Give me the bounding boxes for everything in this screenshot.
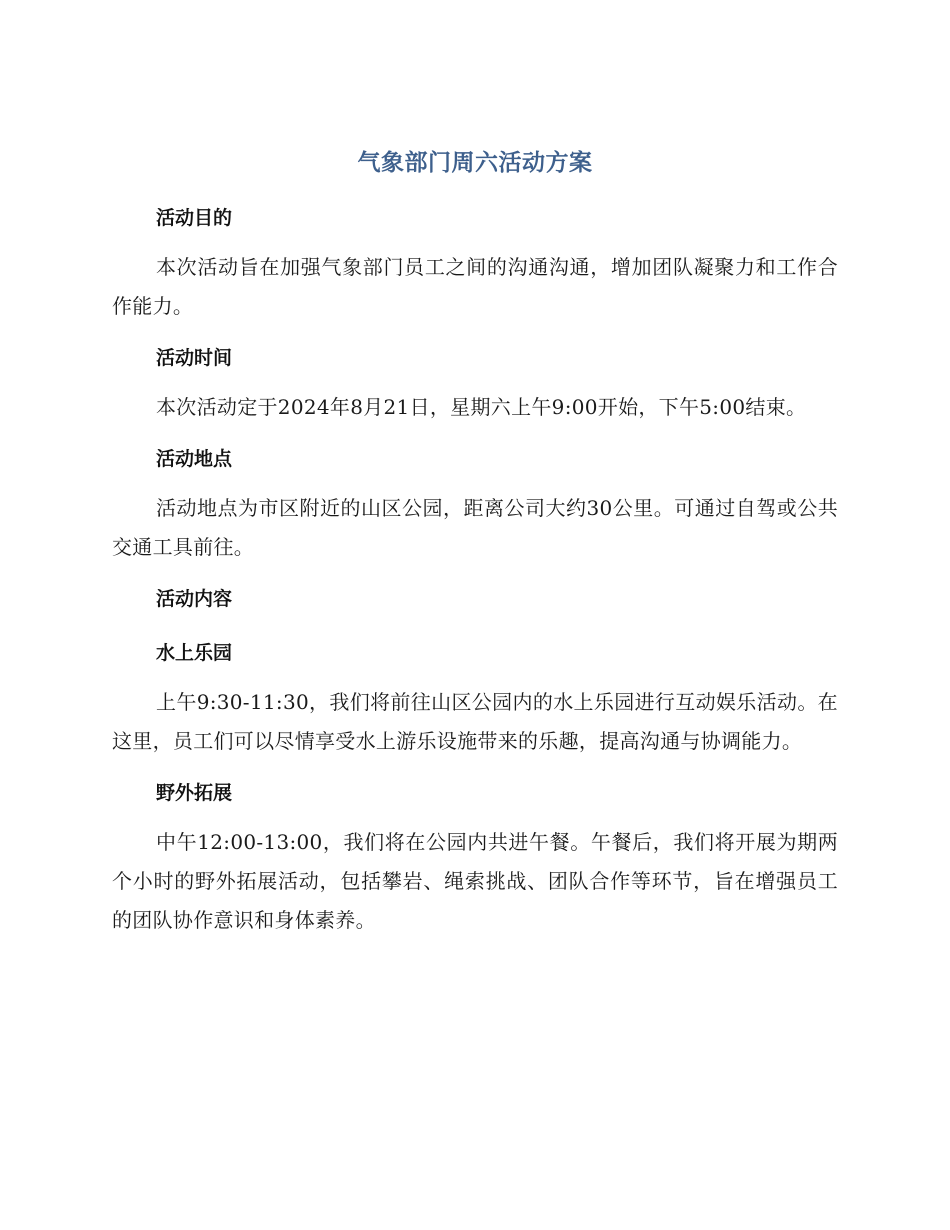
section-paragraph-water-park: 上午9:30-11:30，我们将前往山区公园内的水上乐园进行互动娱乐活动。在这里，员工们可以尽情享受水上游乐设施带来的乐趣，提高沟通与协调能力。 <box>112 690 838 753</box>
section-paragraph-outdoor-expansion: 中午12:00-13:00，我们将在公园内共进午餐。午餐后，我们将开展为期两个小时的野外拓展活动，包括攀岩、绳索挑战、团队合作等环节，旨在增强员工的团队协作意识和身体素养。 <box>112 830 838 932</box>
document-title: 气象部门周六活动方案 <box>357 150 593 176</box>
section-heading-outdoor-expansion: 野外拓展 <box>156 782 233 804</box>
section-heading-water-park: 水上乐园 <box>156 642 233 664</box>
section-paragraph-location: 活动地点为市区附近的山区公园，距离公司大约30公里。可通过自驾或公共交通工具前往。 <box>112 496 838 559</box>
section-heading-location: 活动地点 <box>156 448 233 470</box>
section-paragraph-purpose: 本次活动旨在加强气象部门员工之间的沟通沟通，增加团队凝聚力和工作合作能力。 <box>112 255 838 318</box>
section-heading-time: 活动时间 <box>156 347 233 369</box>
section-paragraph-time: 本次活动定于2024年8月21日，星期六上午9:00开始，下午5:00结束。 <box>156 395 807 419</box>
section-heading-purpose: 活动目的 <box>156 207 233 229</box>
section-heading-content: 活动内容 <box>156 588 233 610</box>
